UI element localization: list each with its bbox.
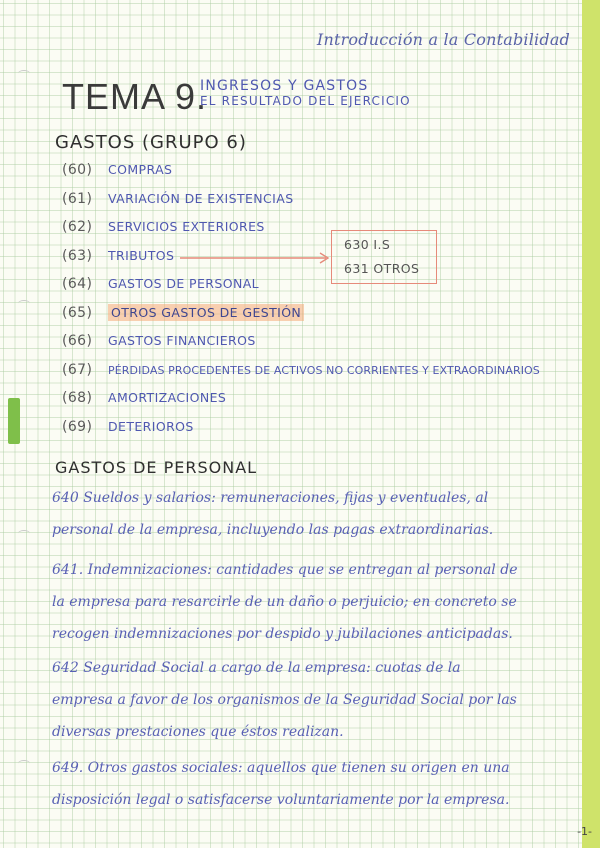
entry-line: empresa a favor de los organismos de la Seguridad Social por las [52,692,517,708]
account-code: (64) [62,276,93,292]
account-code: (65) [62,304,93,321]
gastos-account-list [62,162,540,447]
entry-line: 641. Indemnizaciones: cantidades que se entregan al personal de [52,562,518,578]
arrow-icon [180,250,334,266]
account-code: (63) [62,247,93,264]
entry-line: 642 Seguridad Social a cargo de la empresa: cuotas de la [52,660,461,676]
account-code: (67) [62,361,93,378]
tema-number: TEMA 9. [62,76,208,117]
list-item [62,362,540,391]
binder-hole [18,70,30,77]
entry-642 [52,652,572,748]
personal-section-title: GASTOS DE PERSONAL [55,458,258,477]
account-code: (60) [62,162,93,178]
account-code: (66) [62,333,93,349]
account-label: PÉRDIDAS PROCEDENTES DE ACTIVOS NO CORRIENTES Y EXTRAORDINARIOS [108,363,540,377]
account-label: COMPRAS [108,162,173,177]
page-number: -1- [577,825,592,838]
binder-hole [18,760,30,767]
binder-hole [18,300,30,307]
entry-640 [52,482,572,546]
account-code: (68) [62,390,93,406]
tributos-box [331,230,437,284]
account-label: AMORTIZACIONES [108,390,227,405]
course-header: Introducción a la Contabilidad [316,30,570,49]
gastos-section-title: GASTOS (GRUPO 6) [55,132,247,153]
entry-line: 640 Sueldos y salarios: remuneraciones, fijas y eventuales, al [52,490,489,506]
entry-line: personal de la empresa, incluyendo las pagas extraordinarias. [52,522,494,538]
account-label: OTROS GASTOS DE GESTIÓN [108,304,304,321]
notebook-brand-tab [8,398,20,444]
list-item [62,162,540,191]
account-label: GASTOS DE PERSONAL [108,276,260,291]
list-item [62,276,540,305]
account-label: TRIBUTOS [108,247,175,263]
list-item-highlighted [62,305,540,334]
account-code: (61) [62,190,93,207]
account-label: GASTOS FINANCIEROS [108,333,256,348]
list-item [62,219,540,248]
account-label: SERVICIOS EXTERIORES [108,219,265,234]
list-item [62,419,540,448]
tax-account: 631 OTROS [344,261,420,276]
list-item [62,390,540,419]
entry-line: diversas prestaciones que éstos realizan. [52,724,344,740]
account-label: DETERIOROS [108,418,194,434]
account-code: (62) [62,219,93,235]
entry-line: recogen indemnizaciones por despido y jubilaciones anticipadas. [52,626,513,642]
list-item [62,333,540,362]
account-code: (69) [62,418,93,435]
entry-line: disposición legal o satisfacerse voluntariamente por la empresa. [52,792,510,808]
tema-title-line-2: EL RESULTADO DEL EJERCICIO [200,94,411,108]
entry-line: la empresa para resarcirle de un daño o perjuicio; en concreto se [52,594,517,610]
list-item [62,191,540,220]
tax-account: 630 I.S [344,237,391,252]
entry-line: 649. Otros gastos sociales: aquellos que tienen su origen en una [52,760,510,776]
tema-title-line-1: INGRESOS Y GASTOS [200,78,369,94]
account-label: VARIACIÓN DE EXISTENCIAS [108,190,294,206]
page-edge-strip [582,0,600,848]
entry-649 [52,752,572,816]
binder-hole [18,530,30,537]
entry-641 [52,554,572,650]
